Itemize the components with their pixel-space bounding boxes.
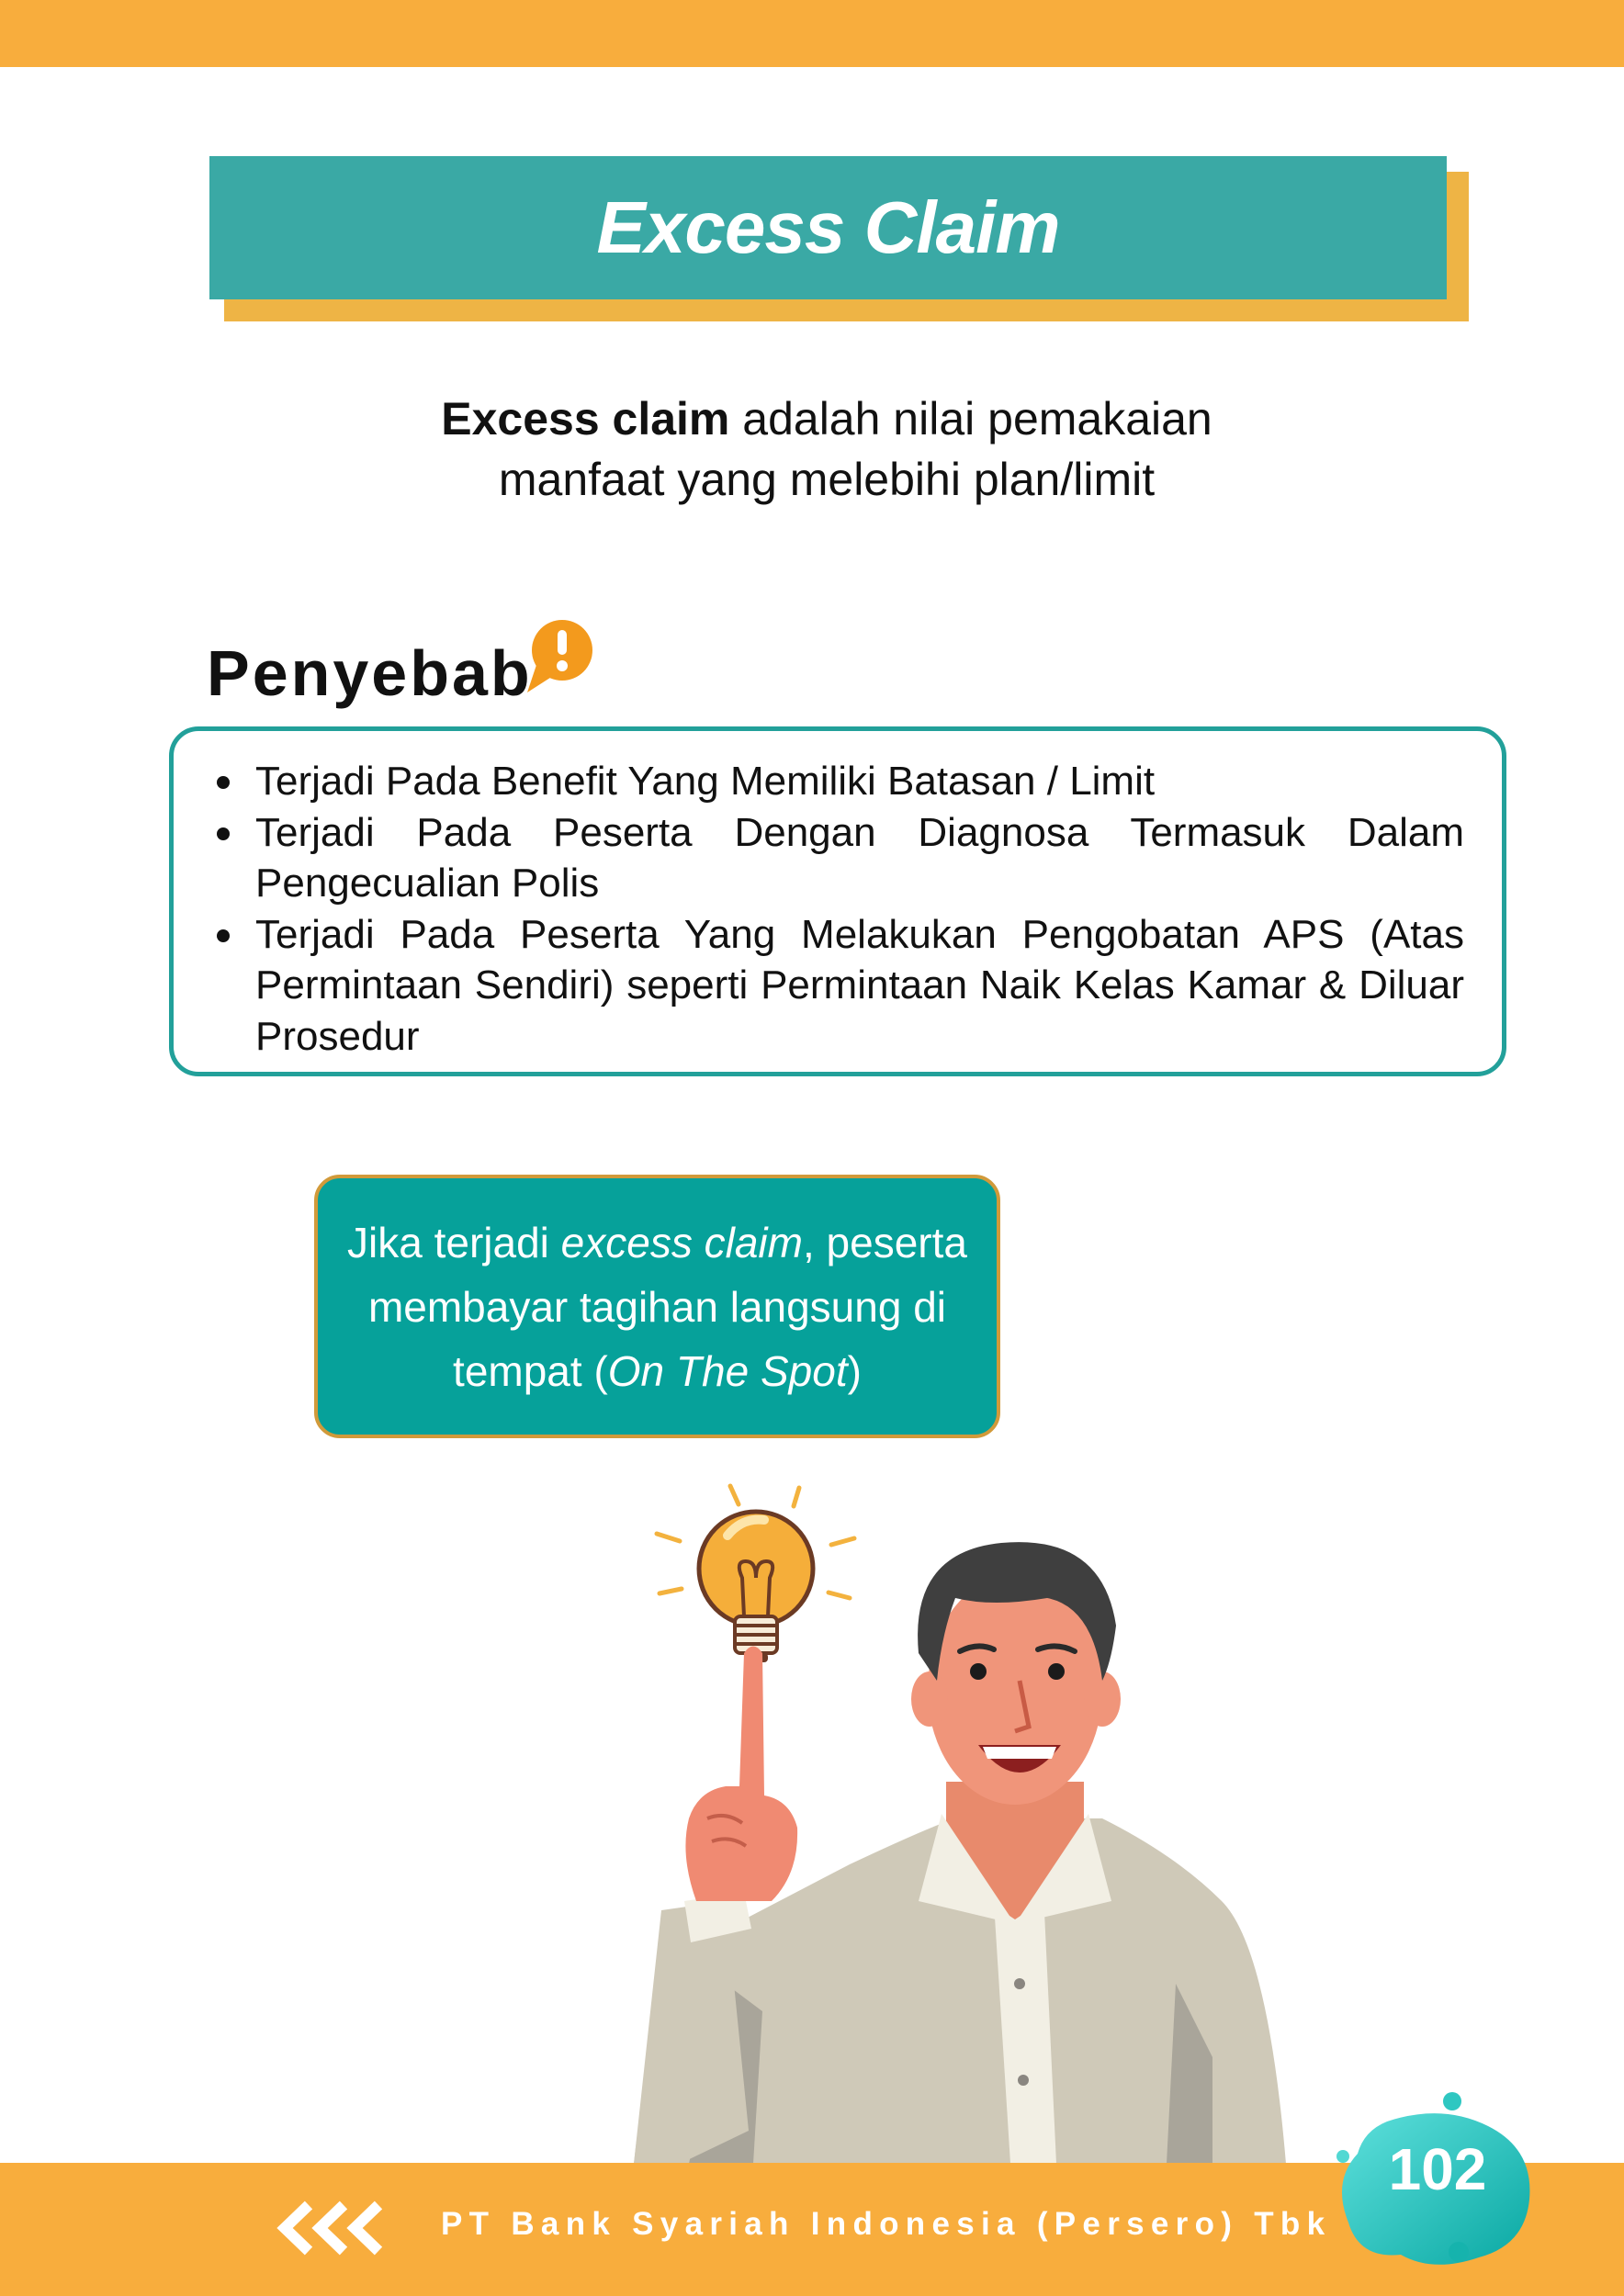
- notice-part5: ): [847, 1346, 862, 1395]
- definition-line2: manfaat yang melebihi plan/limit: [498, 454, 1156, 505]
- definition-line1: adalah nilai pemakaian: [729, 393, 1212, 445]
- notice-on-the-spot: On The Spot: [607, 1346, 848, 1395]
- causes-list: [255, 756, 1464, 1062]
- triple-chevron-left-icon[interactable]: [276, 2200, 384, 2257]
- page-title: Excess Claim: [596, 186, 1060, 268]
- title-banner: [209, 156, 1447, 299]
- definition-text: [276, 388, 1378, 510]
- page-number: 102: [1388, 2136, 1487, 2202]
- causes-heading: Penyebab: [207, 637, 533, 709]
- man-with-lightbulb-idea-illustration: [625, 1469, 1323, 2164]
- footer-company-name: PT Bank Syariah Indonesia (Persero) Tbk: [441, 2206, 1332, 2242]
- cause-item: Terjadi Pada Peserta Dengan Diagnosa Termasuk Dalam Pengecualian Polis: [255, 807, 1464, 909]
- notice-part1: Jika terjadi: [347, 1218, 561, 1266]
- excess-claim-notice: [314, 1175, 1000, 1438]
- exclamation-speech-bubble-icon: [525, 617, 593, 694]
- notice-part3: , peserta membayar tagihan langsung di tempat (: [367, 1218, 967, 1395]
- notice-term: excess claim: [560, 1218, 803, 1266]
- notice-text: [336, 1210, 979, 1403]
- top-accent-bar: [0, 0, 1624, 67]
- cause-item: Terjadi Pada Benefit Yang Memiliki Batasan / Limit: [255, 756, 1464, 807]
- definition-term: Excess claim: [441, 393, 730, 445]
- cause-item: Terjadi Pada Peserta Yang Melakukan Pengobatan APS (Atas Permintaan Sendiri) seperti Permintaan Naik Kelas Kamar & Diluar Prosedur: [255, 909, 1464, 1063]
